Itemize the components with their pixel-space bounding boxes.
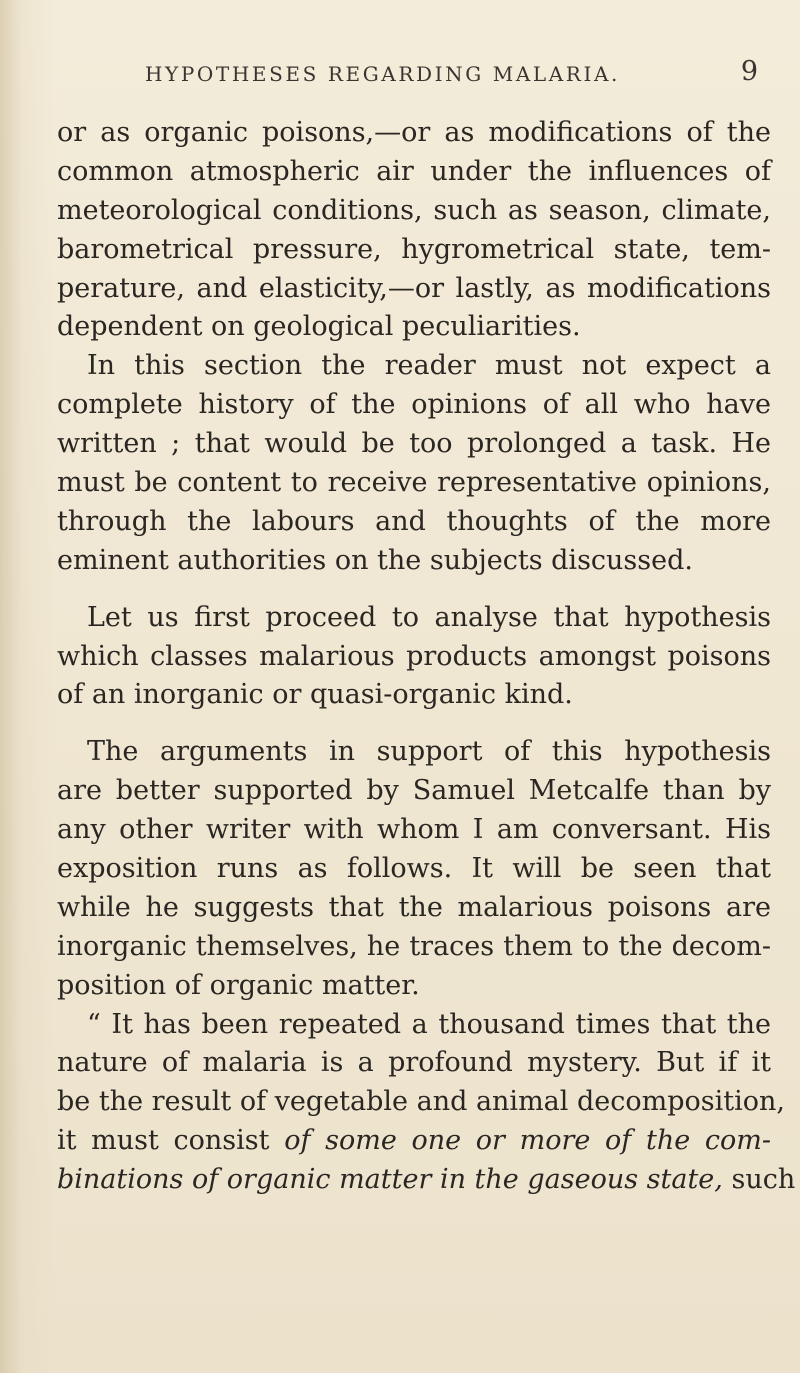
text-line: Let us first proceed to analyse that hypothesis bbox=[87, 601, 771, 633]
text-line: In this section the reader must not expect a bbox=[87, 350, 771, 382]
text-line: The arguments in support of this hypothesis bbox=[87, 736, 771, 768]
text-line: dependent on geological peculiarities. bbox=[57, 311, 581, 343]
text-line: nature of malaria is a profound mystery. But if it bbox=[57, 1047, 771, 1079]
text-line: are better supported by Samuel Metcalfe than by bbox=[57, 775, 771, 807]
text-line: any other writer with whom I am conversant. His bbox=[57, 814, 771, 846]
page-number: 9 bbox=[740, 56, 758, 87]
roman-run: such bbox=[722, 1164, 796, 1196]
text-line: through the labours and thoughts of the more bbox=[57, 505, 771, 537]
text-line: inorganic themselves, he traces them to the decom- bbox=[57, 930, 771, 962]
paragraph bbox=[57, 347, 771, 580]
text-line: exposition runs as follows. It will be seen that bbox=[57, 853, 771, 885]
text-line: written ; that would be too prolonged a task. He bbox=[57, 428, 771, 460]
text-line: while he suggests that the malarious poisons are bbox=[57, 891, 771, 923]
text-line: position of organic matter. bbox=[57, 969, 420, 1001]
text-line: perature, and elasticity,—or lastly, as modifications bbox=[57, 272, 771, 304]
text-line: common atmospheric air under the influences of bbox=[57, 155, 771, 187]
text-line: “ It has been repeated a thousand times that the bbox=[87, 1008, 771, 1040]
text-line: meteorological conditions, such as season, climate, bbox=[57, 194, 771, 226]
text-line: eminent authorities on the subjects discussed. bbox=[57, 544, 693, 576]
text-line-mixed bbox=[57, 1122, 771, 1161]
text-line: complete history of the opinions of all who have bbox=[57, 389, 771, 421]
paragraph bbox=[57, 733, 771, 1005]
paragraph-gap bbox=[57, 715, 771, 733]
page-header bbox=[120, 56, 770, 96]
text-line: or as organic poisons,—or as modifications of the bbox=[57, 117, 771, 148]
text-line: barometrical pressure, hygrometrical state, tem- bbox=[57, 233, 771, 265]
text-line: of an inorganic or quasi-organic kind. bbox=[57, 679, 573, 711]
body-text bbox=[57, 114, 796, 1200]
paragraph-quotation bbox=[57, 1006, 796, 1200]
paragraph bbox=[57, 114, 771, 347]
running-head: HYPOTHESES REGARDING MALARIA. bbox=[145, 62, 620, 86]
paragraph bbox=[57, 599, 771, 716]
text-line: be the result of vegetable and animal decomposition, bbox=[57, 1086, 785, 1118]
italic-run: binations of organic matter in the gaseous state, bbox=[57, 1164, 723, 1196]
paragraph-gap bbox=[57, 581, 771, 599]
text-line-mixed bbox=[57, 1161, 796, 1200]
roman-run: it must consist bbox=[57, 1125, 285, 1157]
italic-run: of some one or more of the com- bbox=[284, 1125, 771, 1157]
text-line: must be content to receive representative opinions, bbox=[57, 467, 771, 499]
text-line: which classes malarious products amongst poisons bbox=[57, 640, 771, 672]
